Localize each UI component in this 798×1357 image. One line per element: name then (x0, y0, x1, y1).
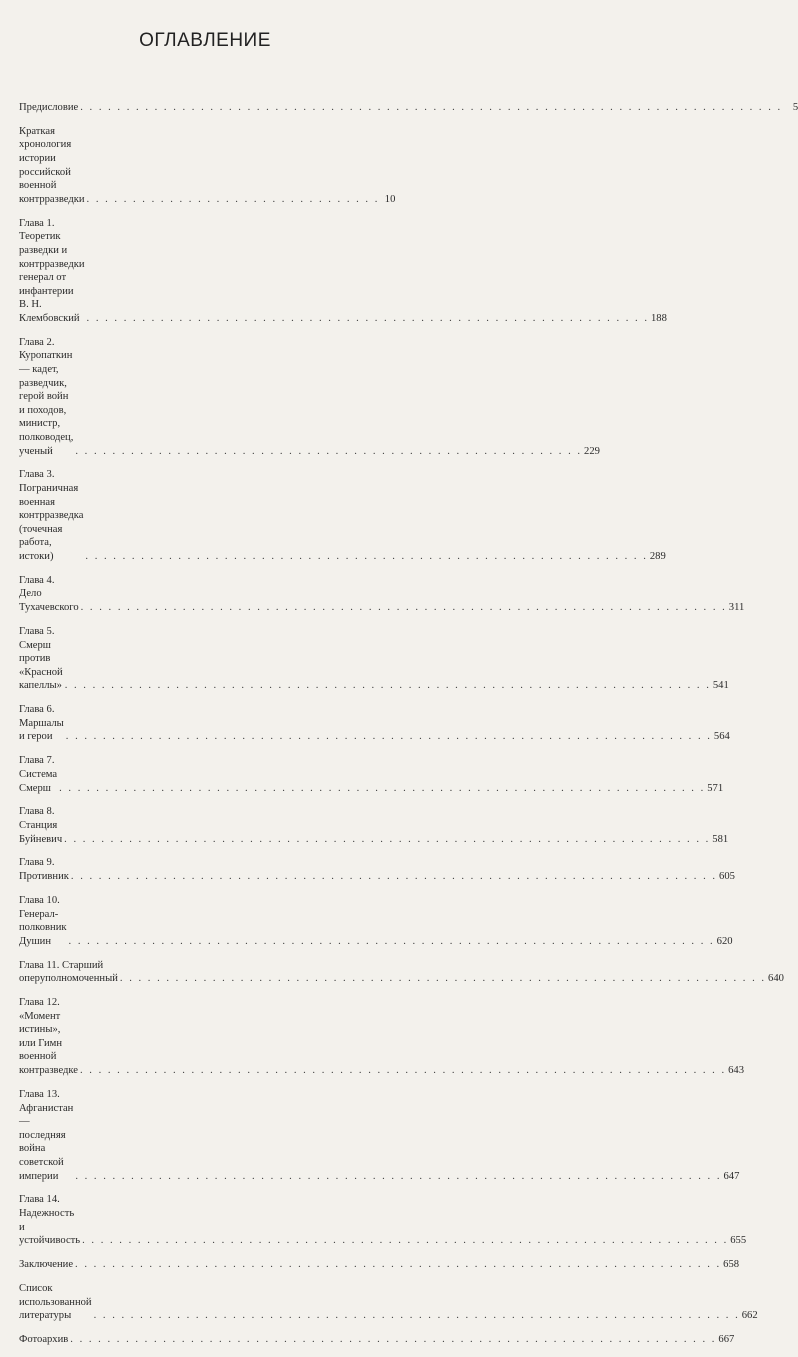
dot-leader: . . . . . . . . . . . . . . . . . . . . . . . . . . . . . . . . . . . . . . . . . . . . . . . . . . . . . . . . . . . . . . . . . . . . . . (65, 731, 712, 743)
toc-entry-page: 662 (741, 1310, 758, 1322)
toc-entry-page: 640 (768, 973, 784, 985)
toc-entry-page: 581 (712, 833, 729, 845)
toc-entry-page: 10 (384, 193, 396, 205)
toc-entry (19, 1258, 740, 1272)
toc-entry (19, 336, 600, 458)
toc-entry-page: 605 (719, 871, 735, 883)
toc-entry-title: Глава 11. Старший оперуполномоченный (19, 959, 118, 985)
toc-entry (19, 1193, 747, 1247)
dot-leader: . . . . . . . . . . . . . . . . . . . . . . . . . . . . . . . . . . . . . . . . . . . . . . . . . . . . . . . . . . . . . . . . . . . . . . (119, 973, 767, 985)
toc-entry-page: 655 (730, 1235, 747, 1247)
dot-leader: . . . . . . . . . . . . . . . . . . . . . . . . . . . . . . . . . . . . . . . . . . . . . . . . . . . . . . . . . . . . . . . . . . . . . . (82, 1235, 729, 1247)
dot-leader: . . . . . . . . . . . . . . . . . . . . . . . . . . . . . . . . . . . . . . . . . . . . . . . . . . . . . . . . . . . . . . . . . . . . . . (80, 602, 727, 614)
toc-entry (19, 703, 730, 744)
dot-leader: . . . . . . . . . . . . . . . . . . . . . . . . . . . . . . . . . . . . . . . . . . . . . . . . . . . . . . . . . . . . . . . . . . . . . . (64, 833, 711, 845)
toc-entry-page: 289 (649, 551, 666, 562)
dot-leader: . . . . . . . . . . . . . . . . . . . . . . . . . . . . . . . . . . . . . . . . . . . . . . . . . . . . . . . . . . . . . (86, 312, 649, 324)
dot-leader: . . . . . . . . . . . . . . . . . . . . . . . . . . . . . . . . . . . . . . . . . . . . . . . . . . . . . . . . . . . . . . . . . . . . . . (70, 871, 718, 883)
toc-entry-title: Глава 7. Система Смерш (19, 755, 58, 794)
dot-leader: . . . . . . . . . . . . . . . . . . . . . . . . . . . . . . . . . . . . . . . . . . . . . . . . . . . . . . . . . . . . . . . . . . . . . . (68, 935, 715, 947)
table-of-contents (19, 101, 798, 1357)
toc-entry-title: Список использованной литературы (19, 1282, 92, 1322)
dot-leader: . . . . . . . . . . . . . . . . . . . . . . . . . . . . . . . . . . . . . . . . . . . . . . . . . . . . . . . . . . . . . . . . . . . . . . (59, 782, 706, 794)
toc-entry-line-1: Глава 1. Теоретик разведки и контрразведки генерал от инфантерии (19, 217, 85, 297)
dot-leader: . . . . . . . . . . . . . . . . . . . . . . . . . . . . . . . . . . . . . . . . . . . . . . . . . . . . . . . (75, 445, 583, 457)
toc-entry (19, 125, 396, 207)
toc-entry (19, 1088, 740, 1183)
toc-entry-page: 5 (792, 102, 798, 113)
toc-entry-line-2: В. Н. Клембовский (19, 299, 80, 324)
dot-leader: . . . . . . . . . . . . . . . . . . . . . . . . . . . . . . . . . . . . . . . . . . . . . . . . . . . . . . . . . . . . . . . . . . . . . . (64, 680, 711, 692)
toc-entry-title: Глава 12. «Момент истины», или Гимн военной контразведке (19, 997, 78, 1077)
dot-leader: . . . . . . . . . . . . . . . . . . . . . . . . . . . . . . . . . . . . . . . . . . . . . . . . . . . . . . . . . . . . . . . . . . . . . . (75, 1170, 722, 1182)
dot-leader: . . . . . . . . . . . . . . . . . . . . . . . . . . . . . . . . (86, 193, 380, 205)
toc-entry-title: Глава 13. Афганистан — последняя война советской империи (19, 1088, 74, 1182)
toc-entry-line-2: министр, полководец, ученый (19, 418, 74, 457)
toc-entry-title: Глава 8. Станция Буйневич (19, 806, 63, 845)
toc-entry-title: Глава 10. Генерал-полковник Душин (19, 894, 67, 947)
toc-entry-line-2: (точечная работа, истоки) (19, 523, 63, 562)
toc-entry-page: 658 (723, 1259, 740, 1271)
dot-leader: . . . . . . . . . . . . . . . . . . . . . . . . . . . . . . . . . . . . . . . . . . . . . . . . . . . . . . . . . . . . . (85, 551, 648, 562)
toc-entry-page: 643 (728, 1065, 745, 1077)
toc-entry-page: 571 (707, 782, 724, 794)
toc-entry (19, 754, 724, 795)
toc-entry (19, 1333, 735, 1347)
toc-entry-title: Глава 14. Надежность и устойчивость (19, 1194, 81, 1247)
toc-entry-title (19, 336, 73, 458)
toc-entry (19, 959, 784, 986)
dot-leader: . . . . . . . . . . . . . . . . . . . . . . . . . . . . . . . . . . . . . . . . . . . . . . . . . . . . . . . . . . . . . . . . . . . . . . (70, 1334, 717, 1346)
toc-entry-title (19, 468, 83, 563)
toc-entry (19, 996, 745, 1078)
page-title: ОГЛАВЛЕНИЕ (139, 30, 271, 51)
toc-entry-title: Глава 9. Противник (19, 857, 69, 883)
toc-entry (19, 101, 798, 115)
dot-leader: . . . . . . . . . . . . . . . . . . . . . . . . . . . . . . . . . . . . . . . . . . . . . . . . . . . . . . . . . . . . . . . . . . . . . . (93, 1310, 740, 1322)
toc-entry-title: Фотоархив (19, 1334, 69, 1346)
toc-entry-page: 620 (716, 935, 733, 947)
toc-entry-title: Предисловие (19, 102, 79, 113)
toc-entry (19, 805, 729, 846)
toc-entry-title: Глава 6. Маршалы и герои (19, 704, 64, 743)
toc-entry-line-1: Глава 3. Пограничная военная контрразведка (19, 469, 84, 522)
toc-entry-title: Глава 4. Дело Тухачевского (19, 574, 79, 614)
toc-entry-title: Глава 5. Смерш против «Красной капеллы» (19, 625, 63, 692)
toc-entry-page: 541 (712, 680, 729, 692)
dot-leader: . . . . . . . . . . . . . . . . . . . . . . . . . . . . . . . . . . . . . . . . . . . . . . . . . . . . . . . . . . . . . . . . . . . . . . (79, 1065, 727, 1077)
toc-entry (19, 1282, 758, 1323)
toc-entry (19, 217, 667, 326)
toc-entry-page: 647 (723, 1170, 740, 1182)
toc-entry (19, 574, 745, 615)
toc-entry-title: Краткая хронология истории российской военной контрразведки (19, 125, 85, 205)
toc-entry-title (19, 217, 85, 326)
toc-entry-page: 311 (728, 602, 745, 614)
toc-entry-page: 229 (584, 445, 600, 457)
toc-entry (19, 856, 735, 883)
toc-entry-title: Заключение (19, 1259, 74, 1271)
toc-entry-line-1: Глава 2. Куропаткин — кадет, разведчик, герой войн и походов, (19, 336, 73, 416)
dot-leader: . . . . . . . . . . . . . . . . . . . . . . . . . . . . . . . . . . . . . . . . . . . . . . . . . . . . . . . . . . . . . . . . . . . . . . (75, 1259, 722, 1271)
dot-leader: . . . . . . . . . . . . . . . . . . . . . . . . . . . . . . . . . . . . . . . . . . . . . . . . . . . . . . . . . . . . . . . . . . . . . . . . . . . . (80, 102, 783, 113)
toc-entry (19, 894, 733, 948)
toc-entry-page: 667 (718, 1334, 735, 1346)
toc-entry-page: 564 (713, 731, 730, 743)
toc-entry (19, 625, 729, 693)
toc-entry-page: 188 (651, 312, 667, 324)
toc-entry (19, 468, 666, 563)
